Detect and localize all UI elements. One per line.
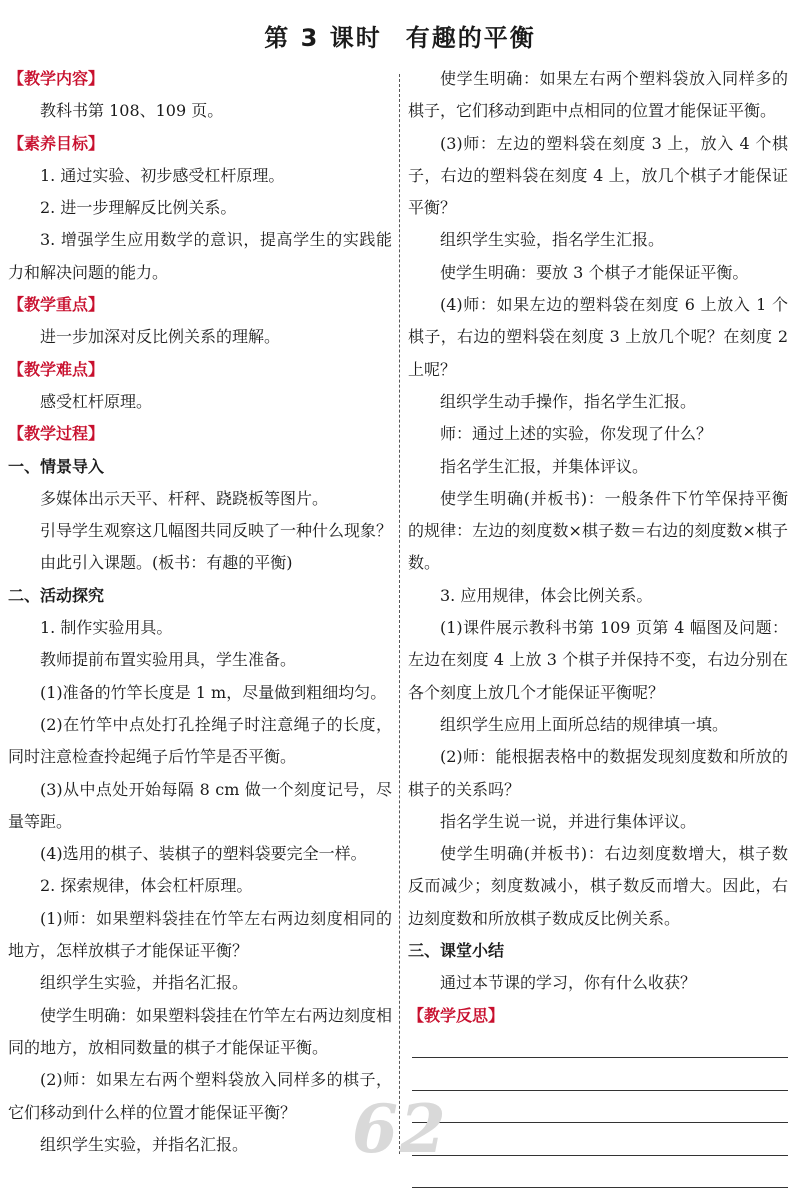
paragraph: 引导学生观察这几幅图共同反映了一种什么现象？ xyxy=(40,521,393,541)
paragraph: 组织学生实验，指名学生汇报。 xyxy=(440,230,665,250)
column-divider xyxy=(399,74,400,1154)
bracket-left: 【 xyxy=(8,424,25,444)
paragraph: (2)师：能根据表格中的数据发现刻度数和所放的棋子的关系吗？ xyxy=(408,747,788,799)
section-heading-text: 教学难点 xyxy=(24,359,89,379)
lesson-title: 有趣的平衡 xyxy=(405,24,536,52)
paragraph: 组织学生动手操作，指名学生汇报。 xyxy=(440,391,697,411)
paragraph: (3)从中点处开始每隔 8 cm 做一个刻度记号，尽量等距。 xyxy=(8,779,392,831)
bracket-left: 【 xyxy=(8,133,25,153)
left-column xyxy=(8,63,392,1161)
paragraph: (1)准备的竹竿长度是 1 m，尽量做到粗细均匀。 xyxy=(40,682,387,702)
paragraph: (3)师：左边的塑料袋在刻度 3 上，放入 4 个棋子，右边的塑料袋在刻度 4 上，放几个棋子才能保证平衡？ xyxy=(408,133,788,218)
section-heading xyxy=(8,418,392,450)
paragraph: 使学生明确：如果左右两个塑料袋放入同样多的棋子，它们移动到距中点相同的位置才能保证平衡。 xyxy=(408,69,788,121)
reflection-line xyxy=(408,1032,788,1065)
section-heading-text: 素养目标 xyxy=(24,133,89,153)
page-title xyxy=(0,18,800,53)
paragraph: (4)选用的棋子、装棋子的塑料袋要完全一样。 xyxy=(40,844,367,864)
paragraph: (1)课件展示教科书第 109 页第 4 幅图及问题：左边在刻度 4 上放 3 个棋子并保持不变，右边分别在各个刻度上放几个才能保证平衡呢？ xyxy=(408,618,788,702)
paragraph: 由此引入课题。(板书：有趣的平衡) xyxy=(40,553,293,573)
paragraph: 教科书第 108、109 页。 xyxy=(40,101,224,121)
paragraph: 感受杠杆原理。 xyxy=(40,391,153,411)
section-heading-text: 教学反思 xyxy=(424,1005,489,1025)
bracket-left: 【 xyxy=(8,295,25,315)
paragraph: 指名学生汇报，并集体评议。 xyxy=(440,456,649,476)
bracket-right: 】 xyxy=(488,1005,505,1025)
subsection-heading: 二、活动探究 xyxy=(8,585,105,605)
paragraph: (4)师：如果左边的塑料袋在刻度 6 上放入 1 个棋子，右边的塑料袋在刻度 3 上放几个呢？在刻度 2 上呢？ xyxy=(408,295,788,379)
section-heading-text: 教学过程 xyxy=(24,424,89,444)
section-heading xyxy=(408,1000,788,1032)
section-heading-text: 教学重点 xyxy=(24,295,89,315)
paragraph: (1)师：如果塑料袋挂在竹竿左右两边刻度相同的地方，怎样放棋子才能保证平衡？ xyxy=(8,908,392,961)
right-column xyxy=(408,63,788,1194)
section-heading xyxy=(8,63,392,95)
paragraph: 使学生明确(并板书)：一般条件下竹竿保持平衡的规律：左边的刻度数×棋子数＝右边的刻度数×棋子数。 xyxy=(408,488,788,573)
paragraph: (2)在竹竿中点处打孔拴绳子时注意绳子的长度，同时注意检查拎起绳子后竹竿是否平衡。 xyxy=(8,714,392,767)
paragraph: 指名学生说一说，并进行集体评议。 xyxy=(440,811,697,831)
paragraph: 使学生明确：要放 3 个棋子才能保证平衡。 xyxy=(440,262,749,282)
paragraph: 组织学生实验，并指名汇报。 xyxy=(40,1134,249,1154)
bracket-right: 】 xyxy=(88,133,105,153)
paragraph: 使学生明确(并板书)：右边刻度数增大，棋子数反而减少；刻度数减小，棋子数反而增大。因此，右边刻度数和所放棋子数成反比例关系。 xyxy=(408,844,788,928)
reflection-line xyxy=(408,1129,788,1162)
paragraph: 师：通过上述的实验，你发现了什么？ xyxy=(440,424,713,444)
subsection-heading: 三、课堂小结 xyxy=(408,941,505,961)
section-heading-text: 教学内容 xyxy=(24,69,89,88)
lesson-number: 第 3 课时 xyxy=(264,24,382,52)
bracket-right: 】 xyxy=(88,69,105,88)
paragraph: 教师提前布置实验用具，学生准备。 xyxy=(40,650,297,670)
section-heading xyxy=(8,289,392,321)
paragraph: 3. 增强学生应用数学的意识，提高学生的实践能力和解决问题的能力。 xyxy=(8,230,392,282)
paragraph: 2. 探索规律，体会杠杆原理。 xyxy=(40,876,253,896)
paragraph: 使学生明确：如果塑料袋挂在竹竿左右两边刻度相同的地方，放相同数量的棋子才能保证平衡。 xyxy=(8,1005,393,1057)
paragraph: 组织学生应用上面所总结的规律填一填。 xyxy=(440,714,729,734)
subsection-heading: 一、情景导入 xyxy=(8,456,105,476)
bracket-right: 】 xyxy=(88,359,105,379)
bracket-left: 【 xyxy=(8,359,25,379)
section-heading xyxy=(8,128,392,160)
bracket-left: 【 xyxy=(8,69,25,88)
bracket-right: 】 xyxy=(88,424,105,444)
paragraph: (2)师：如果左右两个塑料袋放入同样多的棋子，它们移动到什么样的位置才能保证平衡？ xyxy=(8,1070,392,1122)
paragraph: 进一步加深对反比例关系的理解。 xyxy=(40,327,281,347)
reflection-line xyxy=(408,1064,788,1097)
page-number: 62 xyxy=(352,1090,448,1168)
bracket-left: 【 xyxy=(408,1005,425,1025)
paragraph: 组织学生实验，并指名汇报。 xyxy=(40,973,249,993)
bracket-right: 】 xyxy=(88,295,105,315)
paragraph: 2. 进一步理解反比例关系。 xyxy=(40,198,237,218)
paragraph: 3. 应用规律，体会比例关系。 xyxy=(440,585,653,605)
paragraph: 通过本节课的学习，你有什么收获？ xyxy=(440,973,697,993)
paragraph: 1. 通过实验、初步感受杠杆原理。 xyxy=(40,165,285,185)
reflection-line xyxy=(408,1097,788,1130)
section-heading xyxy=(8,354,392,386)
paragraph: 多媒体出示天平、杆秤、跷跷板等图片。 xyxy=(40,488,329,508)
paragraph: 1. 制作实验用具。 xyxy=(40,618,173,638)
reflection-line xyxy=(408,1162,788,1194)
